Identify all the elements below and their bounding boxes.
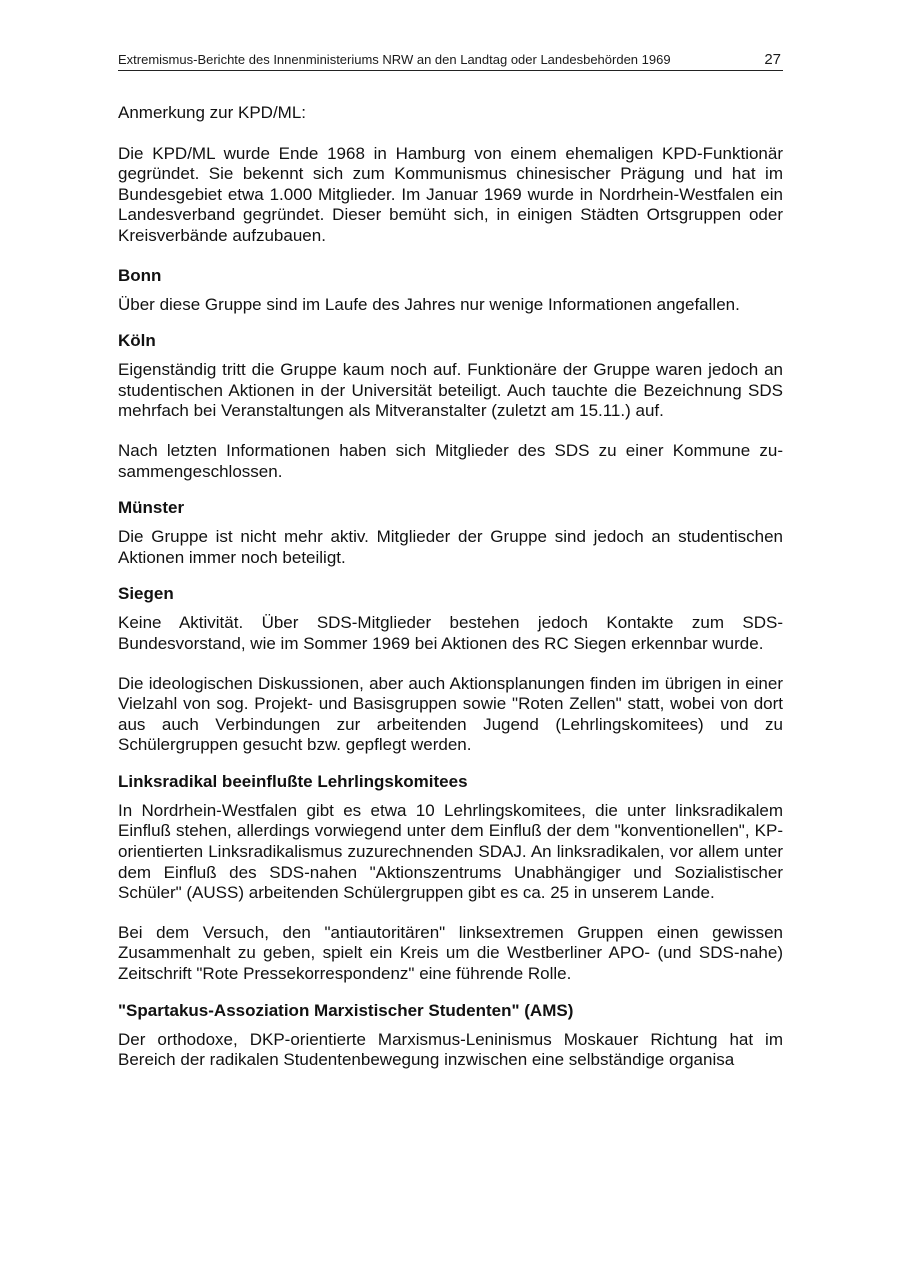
section-heading-lehrlingskomitees: Linksradikal beeinflußte Lehrlingskomitees xyxy=(118,771,468,791)
section-koeln-paragraph: Eigenständig tritt die Gruppe kaum noch auf. Funktionäre der Gruppe waren jedoch an studentischen Aktionen in der Universität beteiligt. Auch tauchte die Bezeichnung SDS mehrfach bei Veranstaltungen als Mitveranstalter (zuletzt am 15.11.) auf. xyxy=(118,360,783,421)
section-siegen-paragraph: Die ideologischen Diskussionen, aber auch Aktionsplanungen finden im übrigen in einer Vielzahl von sog. Projekt- und Basisgruppen sowie "Roten Zellen" statt, wobei von dort aus auch Verbindungen zur arbeitenden Jugend (Lehrlingskomitees) und zu Schülergruppen gesucht bzw. gepflegt werden. xyxy=(118,673,783,755)
document-body xyxy=(118,103,783,1071)
section-koeln-paragraph: Nach letzten Informationen haben sich Mitglieder des SDS zu einer Kommune zusammengeschlossen. xyxy=(118,440,783,481)
section-siegen-paragraph: Keine Aktivität. Über SDS-Mitglieder bestehen jedoch Kontakte zum SDS-Bundesvorstand, wie im Sommer 1969 bei Aktionen des RC Siegen erkennbar wurde. xyxy=(118,613,783,653)
section-bonn-paragraph: Über diese Gruppe sind im Laufe des Jahres nur wenige Informationen angefallen. xyxy=(118,294,740,314)
section-spartakus-paragraph: Der orthodoxe, DKP-orientierte Marxismus-Leninismus Moskauer Richtung hat im Bereich der radikalen Studentenbewegung inzwischen eine selbständige organisa xyxy=(118,1029,783,1070)
section-heading-koeln: Köln xyxy=(118,331,156,351)
section-heading-siegen: Siegen xyxy=(118,584,174,604)
intro-paragraph: Die KPD/ML wurde Ende 1968 in Hamburg von einem ehemaligen KPD-Funktionär gegründet. Sie bekennt sich zum Kommunismus chinesischer Prägung und hat im Bundesgebiet etwa 1.000 Mitglieder. Im Januar 1969 wurde in Nordrhein-Westfalen ein Landesverband gegründet. Dieser bemüht sich, in einigen Städten Ortsgruppen oder Kreisverbände aufzubauen. xyxy=(118,143,783,245)
section-heading-muenster: Münster xyxy=(118,498,185,518)
section-heading-spartakus: "Spartakus-Assoziation Marxistischer Studenten" (AMS) xyxy=(118,1000,574,1020)
page-number: 27 xyxy=(764,51,781,68)
section-heading-bonn: Bonn xyxy=(118,265,162,285)
section-lehrlingskomitees-paragraph: Bei dem Versuch, den "antiautoritären" linksextremen Gruppen einen gewissen Zusammenhalt zu geben, spielt ein Kreis um die Westberliner APO- (und SDS-nahe) Zeitschrift "Rote Pressekorrespondenz" eine führende Rolle. xyxy=(118,922,783,984)
document-page xyxy=(118,52,783,1090)
intro-heading: Anmerkung zur KPD/ML: xyxy=(118,103,307,122)
section-muenster-paragraph: Die Gruppe ist nicht mehr aktiv. Mitglieder der Gruppe sind jedoch an studentischen Aktionen immer noch beteiligt. xyxy=(118,527,783,567)
running-header xyxy=(118,52,783,71)
section-lehrlingskomitees-paragraph: In Nordrhein-Westfalen gibt es etwa 10 Lehrlingskomitees, die unter linksradikalem Einfluß stehen, allerdings vorwiegend unter dem Einfluß der dem "konventionellen", KP-orientierten Linksradikalismus zuzurechnenden SDAJ. An linksradikalen, vor allem unter dem Einfluß des SDS-nahen "Aktionszentrums Unabhängiger und Sozialistischer Schüler" (AUSS) arbeitenden Schülergruppen gibt es ca. 25 in unserem Lande. xyxy=(118,800,783,903)
running-header-title: Extremismus-Berichte des Innenministeriums NRW an den Landtag oder Landesbehörden 1969 xyxy=(118,52,671,67)
